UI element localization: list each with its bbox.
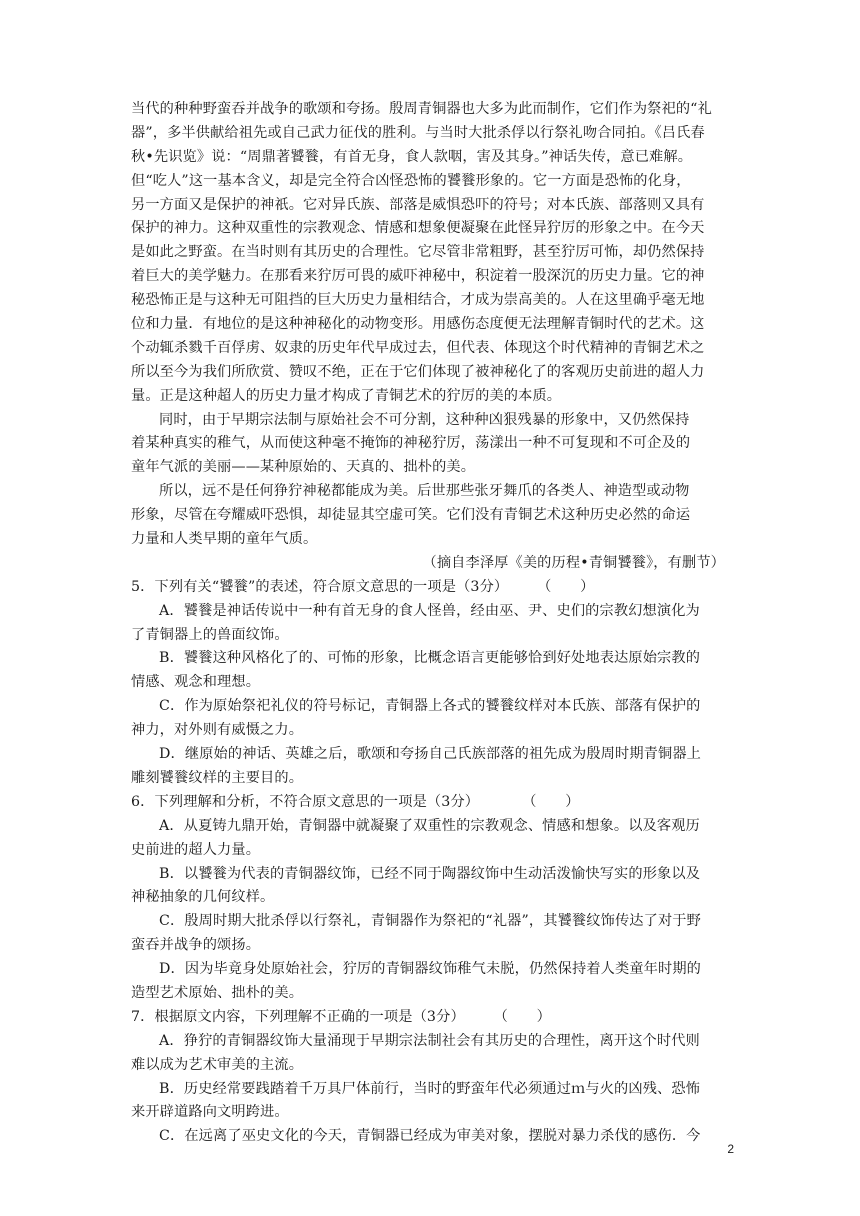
text-line: 蛮吞并战争的颂扬。 [131, 937, 261, 954]
text-line: 但“吃人”这一基本含义，却是完全符合凶怪恐怖的饕餮形象的。它一方面是恐怖的化身， [131, 172, 691, 189]
question-7-stem: 7．根据原文内容，下列理解不正确的一项是（3分） （ ） [131, 1008, 551, 1025]
text-line: 形象，尽管在夸耀威吓恐惧，却徒显其空虚可笑。它们没有青铜艺术这种历史必然的命运 [131, 507, 691, 524]
text-line: 情感、观念和理想。 [131, 674, 261, 691]
text-line: 量。正是这种超人的历史力量才构成了青铜艺术的狞厉的美的本质。 [131, 387, 562, 404]
paragraph-start: 同时，由于早期宗法制与原始社会不可分割，这种种凶狠残暴的形象中，又仍然保持 [159, 411, 690, 428]
text-line: 位和力量．有地位的是这种神秘化的动物变形。用感伤态度便无法理解青铜时代的艺术。这 [131, 316, 705, 333]
text-line: 了青铜器上的兽面纹饰。 [131, 626, 289, 643]
question-6-option-c: C．殷周时期大批杀俘以行祭礼，青铜器作为祭祀的“礼器”，其饕餮纹饰传达了对于野 [159, 913, 701, 930]
document-body [131, 98, 729, 1149]
question-5-stem: 5．下列有关“饕餮”的表述，符合原文意思的一项是（3分） （ ） [131, 578, 595, 595]
text-line: 是如此之野蛮。在当时则有其历史的合理性。它尽管非常粗野，甚至狞厉可怖，却仍然保持 [131, 244, 705, 261]
text-line: 神力，对外则有威慑之力。 [131, 722, 304, 739]
text-line: 秘恐怖正是与这种无可阻挡的巨大历史力量相结合，才成为崇高美的。人在这里确乎毫无地 [131, 292, 705, 309]
question-6-option-d: D．因为毕竟身处原始社会，狞厉的青铜器纹饰稚气未脱，仍然保持着人类童年时期的 [159, 961, 702, 978]
text-line: 另一方面又是保护的神祇。它对异氏族、部落是威惧恐吓的符号；对本氏族、部落则又具有 [131, 196, 705, 213]
text-line: 所以至今为我们所欣赏、赞叹不绝，正在于它们体现了被神秘化了的客观历史前进的超人力 [131, 363, 705, 380]
question-5-option-c: C．作为原始祭祀礼仪的符号标记，青铜器上各式的饕餮纹样对本氏族、部落有保护的 [159, 698, 701, 715]
text-line: 个动辄杀戮千百俘虏、奴隶的历史年代早成过去，但代表、体现这个时代精神的青铜艺术之 [131, 339, 705, 356]
question-5-option-b: B．饕餮这种风格化了的、可怖的形象，比概念语言更能够恰到好处地表达原始宗教的 [159, 650, 701, 667]
question-7-option-a: A．狰狞的青铜器纹饰大量涌现于早期宗法制社会有其历史的合理性，离开这个时代则 [159, 1032, 700, 1049]
text-line: 保护的神力。这种双重性的宗教观念、情感和想象便凝聚在此怪异狞厉的形象之中。在今天 [131, 220, 705, 237]
text-line: 器”，多半供献给祖先或自己武力征伐的胜利。与当时大批杀俘以行祭礼吻合同拍。《吕氏春 [131, 124, 705, 141]
question-7-option-c: C．在远离了巫史文化的今天，青铜器已经成为审美对象，摆脱对暴力杀伐的感伤．今 [159, 1128, 701, 1145]
text-line: 难以成为艺术审美的主流。 [131, 1056, 304, 1073]
question-6-stem: 6．下列理解和分析，不符合原文意思的一项是（3分） （ ） [131, 793, 580, 810]
text-line: 雕刻饕餮纹样的主要目的。 [131, 769, 304, 786]
text-line: 神秘抽象的几何纹样。 [131, 889, 275, 906]
question-6-option-b: B．以饕餮为代表的青铜器纹饰，已经不同于陶器纹饰中生动活泼愉快写实的形象以及 [159, 865, 701, 882]
text-line: 造型艺术原始、拙朴的美。 [131, 984, 304, 1001]
text-line: 着巨大的美学魅力。在那看来狞厉可畏的威吓神秘中，积淀着一股深沉的历史力量。它的神 [131, 268, 705, 285]
text-line: 着某种真实的稚气，从而使这种毫不掩饰的神秘狞厉，荡漾出一种不可复现和不可企及的 [131, 435, 691, 452]
text-line: 秋•先识览》说：“周鼎著饕餮，有首无身，食人款咽，害及其身。”神话失传，意已难解。 [131, 148, 693, 165]
question-7-option-b: B．历史经常要践踏着千万具尸体前行，当时的野蛮年代必须通过ｍ与火的凶残、恐怖 [159, 1080, 701, 1097]
text-line: 来开辟道路向文明跨进。 [131, 1104, 289, 1121]
text-line: 当代的种种野蛮吞并战争的歌颂和夸扬。殷周青铜器也大多为此而制作，它们作为祭祀的“礼 [131, 101, 712, 117]
source-citation: （摘自李泽厚《美的历程•青铜饕餮》，有删节） [422, 554, 725, 571]
question-6-option-a: A．从夏铸九鼎开始，青铜器中就凝聚了双重性的宗教观念、情感和想象。以及客观历 [159, 817, 700, 834]
text-line: 力量和人类早期的童年气质。 [131, 531, 318, 548]
text-line: 童年气派的美丽——某种原始的、天真的、拙朴的美。 [131, 459, 476, 476]
page-number: 2 [727, 1142, 734, 1156]
question-5-option-d: D．继原始的神话、英雄之后，歌颂和夸扬自己氏族部落的祖先成为殷周时期青铜器上 [159, 746, 702, 763]
text-line: 史前进的超人力量。 [131, 841, 261, 858]
question-5-option-a: A．饕餮是神话传说中一种有首无身的食人怪兽，经由巫、尹、史们的宗教幻想演化为 [159, 602, 700, 619]
paragraph-start: 所以，远不是任何狰狞神秘都能成为美。后世那些张牙舞爪的各类人、神造型或动物 [159, 483, 690, 500]
